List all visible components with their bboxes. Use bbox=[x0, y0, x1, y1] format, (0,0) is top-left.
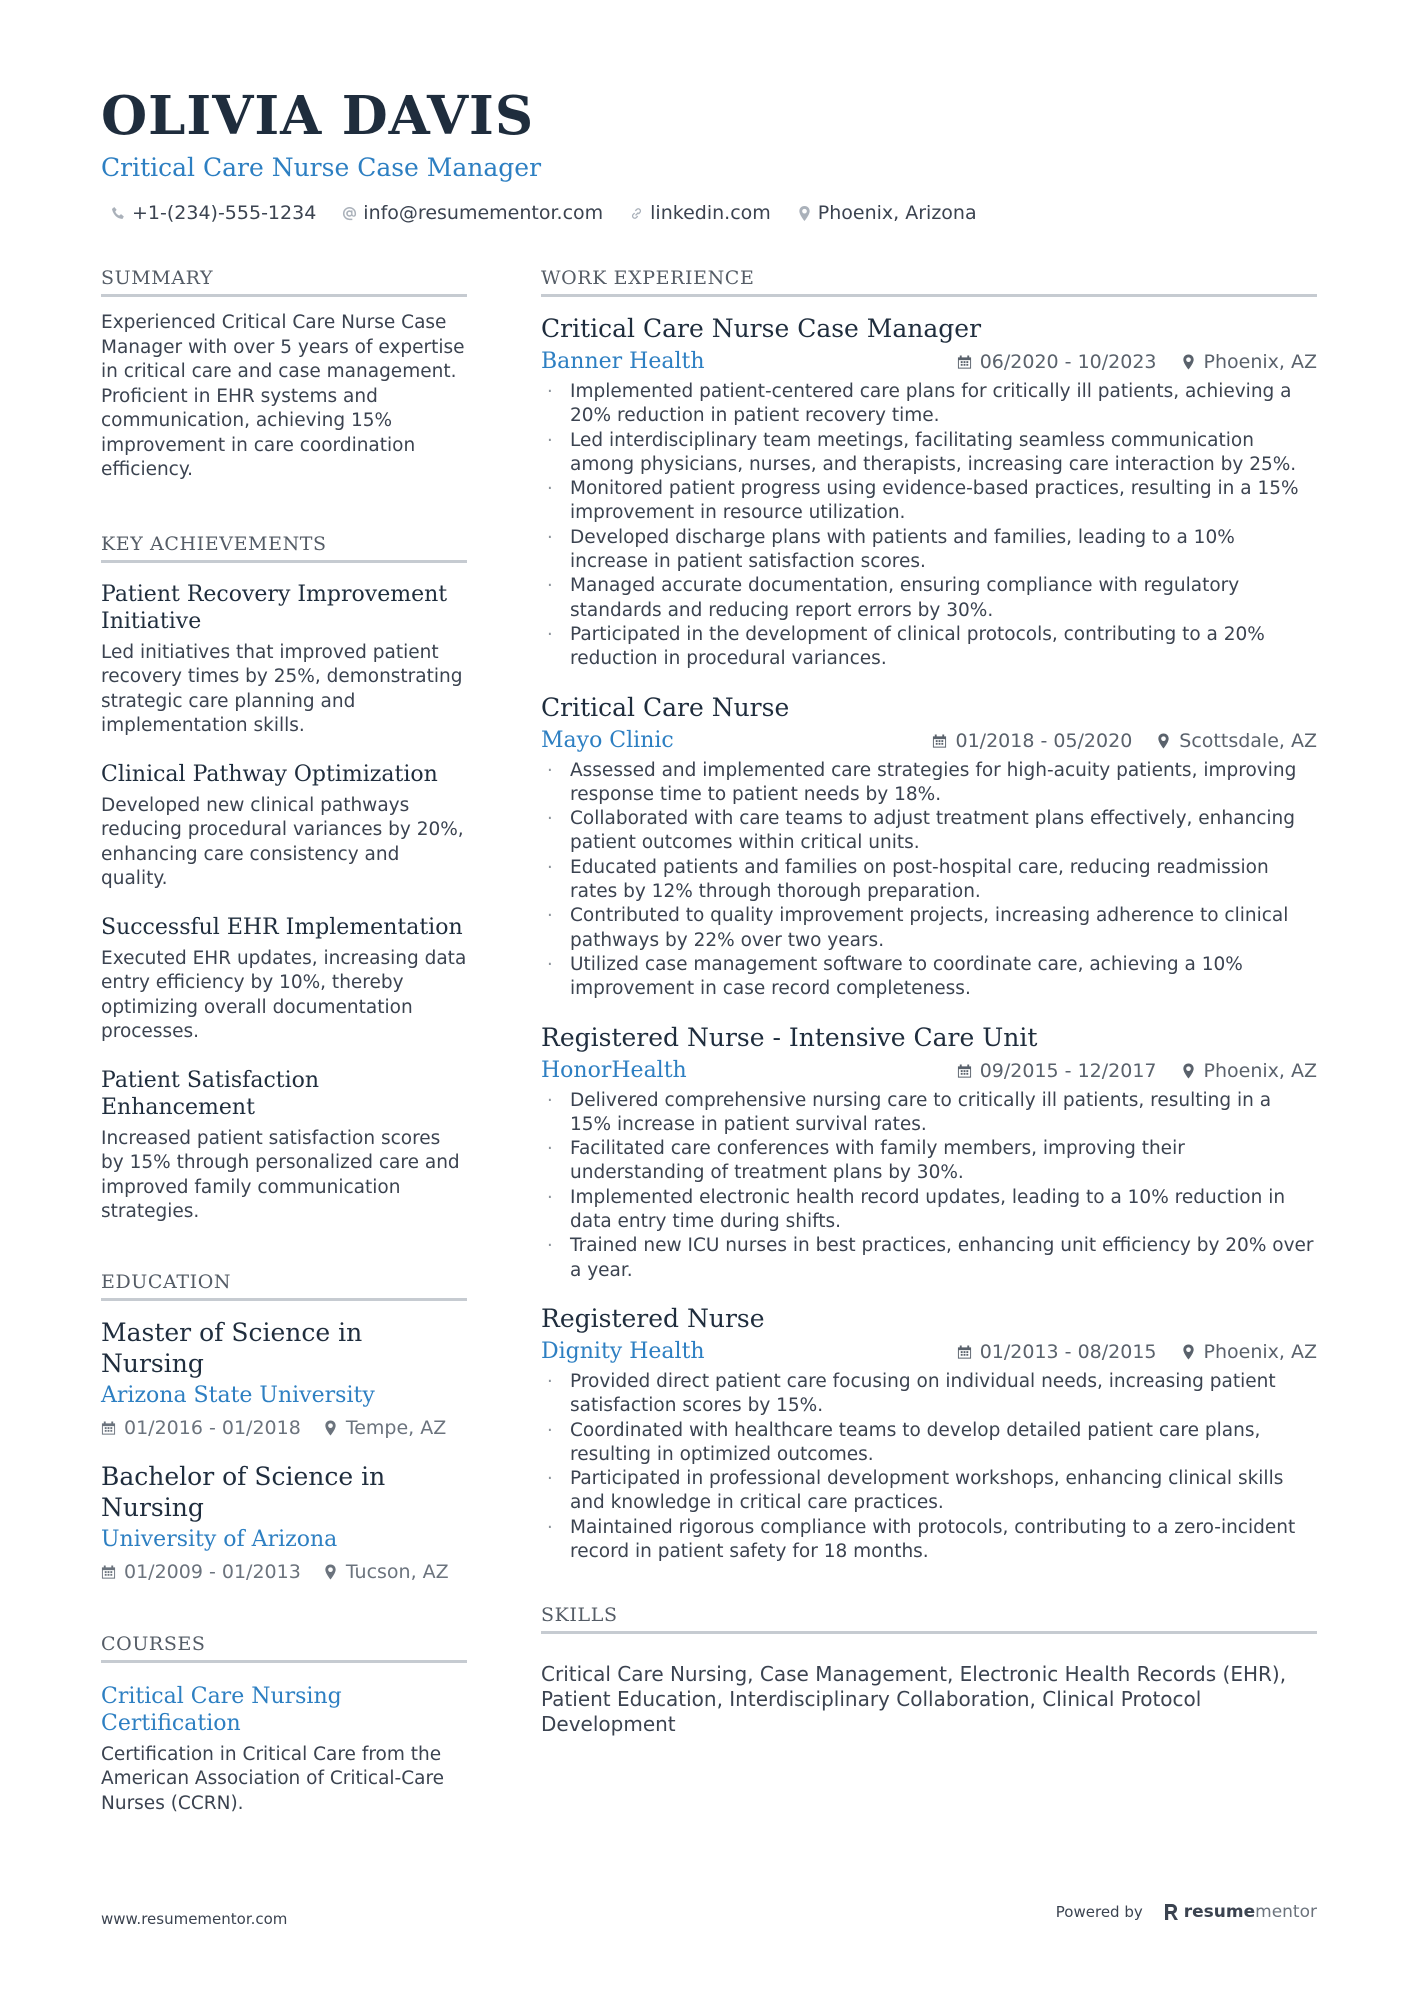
job-dates-text: 01/2013 - 08/2015 bbox=[979, 1340, 1157, 1363]
job-bullet: · Implemented patient-centered care plans for critically ill patients, achieving a 20% reduction in patient recovery time. bbox=[541, 380, 1317, 429]
achievement-title: Successful EHR Implementation bbox=[101, 914, 463, 940]
job-company: Mayo Clinic bbox=[541, 727, 674, 753]
location-pin-icon bbox=[1156, 733, 1171, 749]
course-title: Critical Care Nursing Certification bbox=[101, 1683, 342, 1736]
summary-section bbox=[101, 267, 467, 483]
location-pin-icon bbox=[797, 206, 812, 221]
job-meta bbox=[957, 1060, 1317, 1082]
achievement-item bbox=[101, 581, 467, 739]
contact-location bbox=[797, 202, 977, 224]
job-info-row bbox=[541, 347, 1317, 377]
job-title: Critical Care Nurse Case Manager bbox=[541, 314, 982, 343]
brand-name-bold: resume bbox=[1183, 1902, 1256, 1922]
job-info-row bbox=[541, 1056, 1317, 1086]
courses-heading: COURSES bbox=[101, 1633, 467, 1663]
education-item bbox=[101, 1461, 467, 1583]
job-entry bbox=[541, 1303, 1317, 1564]
job-location-text: Scottsdale, AZ bbox=[1179, 729, 1317, 752]
candidate-name: OLIVIA DAVIS bbox=[101, 85, 535, 147]
calendar-icon bbox=[957, 1063, 972, 1079]
left-column bbox=[101, 267, 467, 1816]
achievement-title: Clinical Pathway Optimization bbox=[101, 761, 438, 787]
job-location-text: Phoenix, AZ bbox=[1203, 351, 1317, 373]
achievement-desc: Led initiatives that improved patient recovery times by 25%, demonstrating strategic care planning and implementation skills. bbox=[101, 641, 463, 736]
job-meta bbox=[957, 351, 1317, 373]
contact-email[interactable] bbox=[342, 202, 603, 224]
location-text: Phoenix, Arizona bbox=[817, 202, 977, 224]
link-icon bbox=[629, 206, 644, 221]
job-bullet: · Utilized case management software to coordinate care, achieving a 10% improvement in case record completeness. bbox=[541, 953, 1317, 1002]
location-pin-icon bbox=[1181, 1063, 1196, 1079]
job-company: HonorHealth bbox=[541, 1057, 687, 1083]
job-dates bbox=[957, 1060, 1157, 1082]
job-bullet: · Educated patients and families on post-hospital care, reducing readmission rates by 12% through thorough preparation. bbox=[541, 856, 1317, 905]
job-bullet: · Monitored patient progress using evidence-based practices, resulting in a 15% improvement in resource utilization. bbox=[541, 477, 1317, 526]
location-pin-icon bbox=[323, 1420, 338, 1436]
job-bullet: · Assessed and implemented care strategies for high-acuity patients, improving response time to patient needs by 18%. bbox=[541, 759, 1317, 808]
phone-text: +1-(234)-555-1234 bbox=[132, 202, 317, 224]
education-dates-text: 01/2016 - 01/2018 bbox=[124, 1416, 301, 1439]
education-dates bbox=[101, 1417, 301, 1439]
resume-header bbox=[101, 84, 1321, 224]
contact-linkedin[interactable] bbox=[629, 202, 771, 224]
achievement-item bbox=[101, 914, 467, 1045]
location-pin-icon bbox=[1181, 354, 1196, 370]
education-degree: Bachelor of Science in Nursing bbox=[101, 1461, 386, 1522]
job-company: Dignity Health bbox=[541, 1338, 705, 1364]
achievements-section bbox=[101, 533, 467, 1225]
footer-branding bbox=[1056, 1902, 1317, 1922]
phone-icon bbox=[111, 206, 126, 221]
job-bullet: · Contributed to quality improvement projects, increasing adherence to clinical pathways by 22% over two years. bbox=[541, 904, 1317, 953]
education-location-text: Tucson, AZ bbox=[345, 1560, 449, 1583]
education-degree: Master of Science in Nursing bbox=[101, 1317, 363, 1378]
job-bullet: · Implemented electronic health record updates, leading to a 10% reduction in data entry time during shifts. bbox=[541, 1186, 1317, 1235]
job-bullet: · Provided direct patient care focusing on individual needs, increasing patient satisfaction scores by 15%. bbox=[541, 1370, 1317, 1419]
job-info-row bbox=[541, 1337, 1317, 1367]
achievement-title: Patient Satisfaction Enhancement bbox=[101, 1067, 320, 1120]
summary-heading: SUMMARY bbox=[101, 267, 467, 297]
powered-by-label: Powered by bbox=[1055, 1903, 1143, 1921]
job-meta bbox=[932, 730, 1317, 752]
job-bullet: · Delivered comprehensive nursing care to critically ill patients, resulting in a 15% increase in patient survival rates. bbox=[541, 1089, 1317, 1138]
achievement-desc: Executed EHR updates, increasing data entry efficiency by 10%, thereby optimizing overall documentation processes. bbox=[101, 947, 467, 1042]
achievement-desc: Increased patient satisfaction scores by 15% through personalized care and improved family communication strategies. bbox=[101, 1127, 460, 1222]
job-bullets bbox=[541, 759, 1317, 1002]
education-section bbox=[101, 1271, 467, 1583]
job-dates bbox=[957, 1341, 1157, 1363]
right-column bbox=[541, 267, 1317, 1737]
achievement-item bbox=[101, 761, 467, 892]
job-bullet: · Maintained rigorous compliance with protocols, contributing to a zero-incident record in patient safety for 18 months. bbox=[541, 1516, 1317, 1565]
job-info-row bbox=[541, 726, 1317, 756]
job-bullets bbox=[541, 1089, 1317, 1283]
footer-website[interactable]: www.resumementor.com bbox=[101, 1910, 288, 1928]
job-bullets bbox=[541, 1370, 1317, 1564]
job-company: Banner Health bbox=[541, 349, 705, 374]
calendar-icon bbox=[957, 354, 972, 370]
education-dates bbox=[101, 1561, 301, 1583]
job-location bbox=[1181, 351, 1317, 373]
experience-section bbox=[541, 267, 1317, 1564]
job-location bbox=[1181, 1341, 1317, 1363]
education-school: University of Arizona bbox=[101, 1526, 338, 1552]
skills-heading: SKILLS bbox=[541, 1604, 1317, 1634]
calendar-icon bbox=[101, 1564, 116, 1580]
achievement-desc: Developed new clinical pathways reducing procedural variances by 20%, enhancing care consistency and quality. bbox=[101, 794, 464, 889]
linkedin-text[interactable]: linkedin.com bbox=[650, 202, 771, 224]
skills-section bbox=[541, 1604, 1317, 1737]
job-meta bbox=[957, 1341, 1317, 1363]
contact-row bbox=[101, 202, 1321, 224]
summary-text: Experienced Critical Care Nurse Case Manager with over 5 years of expertise in critical care and case management. Proficient in EHR systems and communication, achieving 15% improvement in care coordination efficiency. bbox=[101, 312, 465, 480]
experience-heading: WORK EXPERIENCE bbox=[541, 267, 1317, 297]
job-bullet: · Trained new ICU nurses in best practices, enhancing unit efficiency by 20% over a year. bbox=[541, 1234, 1317, 1283]
at-icon bbox=[342, 206, 357, 221]
calendar-icon bbox=[957, 1344, 972, 1360]
job-entry bbox=[541, 692, 1317, 1002]
education-location-text: Tempe, AZ bbox=[345, 1416, 447, 1439]
education-location bbox=[323, 1561, 449, 1583]
achievements-heading: KEY ACHIEVEMENTS bbox=[101, 533, 467, 563]
job-bullet: · Developed discharge plans with patients and families, leading to a 10% increase in patient satisfaction scores. bbox=[541, 526, 1317, 575]
job-dates-text: 01/2018 - 05/2020 bbox=[955, 729, 1133, 752]
brand-logo[interactable] bbox=[1163, 1902, 1317, 1922]
job-bullet: · Collaborated with care teams to adjust treatment plans effectively, enhancing patient outcomes within critical units. bbox=[541, 807, 1317, 856]
course-desc: Certification in Critical Care from the American Association of Critical-Care Nurses (CCRN). bbox=[101, 1743, 445, 1814]
job-dates-text: 06/2020 - 10/2023 bbox=[979, 351, 1157, 373]
job-location-text: Phoenix, AZ bbox=[1203, 1340, 1317, 1363]
courses-section bbox=[101, 1633, 467, 1817]
job-bullet: · Participated in professional development workshops, enhancing clinical skills and knowledge in critical care practices. bbox=[541, 1467, 1317, 1516]
education-heading: EDUCATION bbox=[101, 1271, 467, 1301]
education-meta bbox=[101, 1561, 467, 1583]
resumementor-logo-icon bbox=[1163, 1902, 1179, 1922]
skills-text: Critical Care Nursing, Case Management, Electronic Health Records (EHR), Patient Education, Interdisciplinary Collaboration, Clinical Protocol Development bbox=[541, 1662, 1287, 1737]
education-dates-text: 01/2009 - 01/2013 bbox=[124, 1560, 301, 1583]
job-location bbox=[1181, 1060, 1317, 1082]
job-bullet: · Managed accurate documentation, ensuring compliance with regulatory standards and reducing report errors by 30%. bbox=[541, 574, 1317, 623]
job-title: Registered Nurse bbox=[541, 1303, 765, 1333]
location-pin-icon bbox=[1181, 1344, 1196, 1360]
education-item bbox=[101, 1317, 467, 1439]
job-bullet: · Coordinated with healthcare teams to develop detailed patient care plans, resulting in optimized outcomes. bbox=[541, 1419, 1317, 1468]
job-location-text: Phoenix, AZ bbox=[1203, 1059, 1317, 1082]
job-entry bbox=[541, 1022, 1317, 1283]
education-meta bbox=[101, 1417, 467, 1439]
candidate-title: Critical Care Nurse Case Manager bbox=[101, 153, 542, 182]
achievement-item bbox=[101, 1067, 467, 1225]
location-pin-icon bbox=[323, 1564, 338, 1580]
education-location bbox=[323, 1417, 446, 1439]
job-title: Critical Care Nurse bbox=[541, 692, 790, 722]
job-dates-text: 09/2015 - 12/2017 bbox=[979, 1059, 1157, 1082]
job-dates bbox=[932, 730, 1132, 752]
job-dates bbox=[957, 351, 1157, 373]
contact-phone bbox=[111, 202, 316, 224]
calendar-icon bbox=[101, 1420, 116, 1436]
job-bullet: · Facilitated care conferences with family members, improving their understanding of treatment plans by 30%. bbox=[541, 1137, 1317, 1186]
job-title: Registered Nurse - Intensive Care Unit bbox=[541, 1022, 1038, 1052]
job-bullets bbox=[541, 380, 1317, 672]
email-text[interactable]: info@resumementor.com bbox=[363, 202, 604, 224]
job-entry bbox=[541, 313, 1317, 672]
achievement-title: Patient Recovery Improvement Initiative bbox=[101, 581, 448, 634]
education-school: Arizona State University bbox=[101, 1382, 375, 1408]
job-location bbox=[1156, 730, 1317, 752]
job-bullet: · Led interdisciplinary team meetings, facilitating seamless communication among physicians, nurses, and therapists, increasing care interaction by 25%. bbox=[541, 429, 1317, 478]
calendar-icon bbox=[932, 733, 947, 749]
brand-name-light: mentor bbox=[1255, 1902, 1317, 1922]
job-bullet: · Participated in the development of clinical protocols, contributing to a 20% reduction in procedural variances. bbox=[541, 623, 1317, 672]
